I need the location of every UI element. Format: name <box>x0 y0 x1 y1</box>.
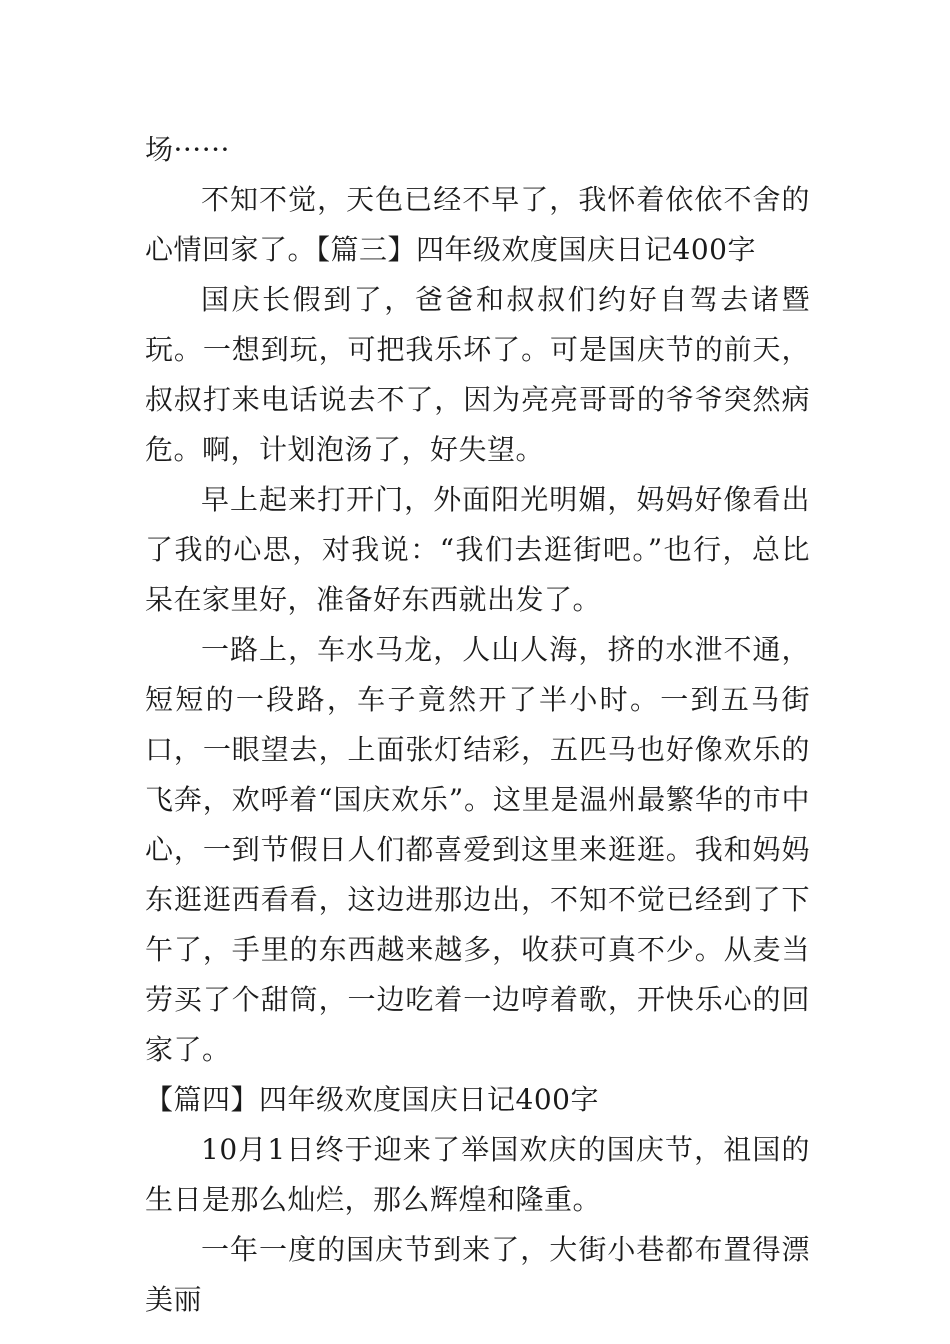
paragraph: 一路上，车水马龙，人山人海，挤的水泄不通，短短的一段路，车子竟然开了半小时。一到五马街口，一眼望去，上面张灯结彩，五匹马也好像欢乐的飞奔，欢呼着“国庆欢乐”。这里是温州最繁华的市中心，一到节假日人们都喜爱到这里来逛逛。我和妈妈东逛逛西看看，这边进那边出，不知不觉已经到了下午了，手里的东西越来越多，收获可真不少。从麦当劳买了个甜筒，一边吃着一边哼着歌，开快乐心的回家了。 <box>145 633 810 1066</box>
paragraph: 不知不觉，天色已经不早了，我怀着依依不舍的心情回家了。【篇三】四年级欢度国庆日记400字 <box>145 183 810 266</box>
document-body <box>145 125 810 1325</box>
section-heading: 【篇四】四年级欢度国庆日记400字 <box>145 1083 599 1116</box>
paragraph: 国庆长假到了，爸爸和叔叔们约好自驾去诸暨玩。一想到玩，可把我乐坏了。可是国庆节的前天，叔叔打来电话说去不了，因为亮亮哥哥的爷爷突然病危。啊，计划泡汤了，好失望。 <box>145 283 810 466</box>
paragraph: 10月1日终于迎来了举国欢庆的国庆节，祖国的生日是那么灿烂，那么辉煌和隆重。 <box>145 1133 810 1216</box>
paragraph: 早上起来打开门，外面阳光明媚，妈妈好像看出了我的心思，对我说：“我们去逛街吧。”也行，总比呆在家里好，准备好东西就出发了。 <box>145 483 810 616</box>
paragraph-fragment: 场······ <box>145 133 230 166</box>
paragraph: 一年一度的国庆节到来了，大街小巷都布置得漂美丽 <box>145 1233 810 1316</box>
